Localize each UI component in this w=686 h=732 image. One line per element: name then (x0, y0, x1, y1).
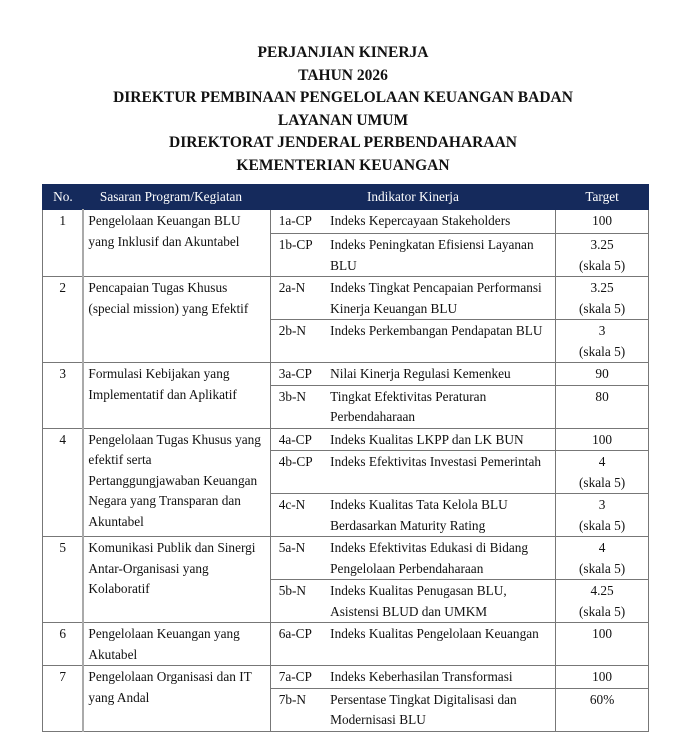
indicator-name: Persentase Tingkat Digitalisasi dan Modernisasi BLU (330, 688, 556, 731)
performance-table (42, 184, 649, 732)
target-value: 80 (595, 388, 609, 404)
title-line: DIREKTORAT JENDERAL PERBENDAHARAAN (169, 134, 517, 152)
target-cell (556, 688, 649, 731)
table-row (43, 277, 649, 320)
table-row (43, 363, 649, 386)
indicator-name: Indeks Efektivitas Investasi Pemerintah (330, 451, 556, 494)
target-scale: (skala 5) (579, 560, 626, 576)
target-value: 90 (595, 366, 609, 381)
header-indikator: Indikator Kinerja (270, 185, 555, 210)
sasaran-text: Pengelolaan Tugas Khusus yang efektif serta Pertanggungjawaban Keuangan Negara yang Transparan dan Akuntabel (83, 428, 270, 537)
table-header (43, 185, 649, 210)
target-cell (556, 494, 649, 537)
header-no: No. (43, 185, 84, 210)
row-number: 5 (43, 537, 84, 623)
indicator-name: Indeks Kualitas Pengelolaan Keuangan (330, 623, 556, 666)
indicator-code: 7b-N (270, 688, 330, 731)
indicator-name: Indeks Kualitas Tata Kelola BLU Berdasarkan Maturity Rating (330, 494, 556, 537)
target-cell (556, 428, 649, 451)
indicator-code: 4a-CP (270, 428, 330, 451)
indicator-name: Indeks Perkembangan Pendapatan BLU (330, 320, 556, 363)
target-value: 3.25 (590, 237, 614, 252)
row-number: 6 (43, 623, 84, 666)
header-target: Target (556, 185, 649, 210)
target-cell (556, 385, 649, 428)
indicator-name: Indeks Kualitas Penugasan BLU, Asistensi BLUD dan UMKM (330, 580, 556, 623)
indicator-code: 1b-CP (270, 234, 330, 277)
indicator-code: 7a-CP (270, 666, 330, 689)
target-value: 100 (592, 431, 613, 447)
target-cell (556, 666, 649, 689)
table-row (43, 428, 649, 451)
indicator-name: Nilai Kinerja Regulasi Kemenkeu (330, 363, 556, 386)
row-number: 1 (43, 210, 84, 277)
table-row (43, 537, 649, 580)
target-scale: (skala 5) (579, 300, 626, 316)
target-value: 4.25 (590, 583, 614, 598)
target-value: 4 (598, 540, 606, 555)
header-sasaran: Sasaran Program/Kegiatan (83, 185, 270, 210)
target-scale: (skala 5) (579, 343, 626, 359)
title-line: TAHUN 2026 (298, 66, 388, 84)
indicator-name: Indeks Kepercayaan Stakeholders (330, 210, 556, 234)
indicator-code: 1a-CP (270, 210, 330, 234)
sasaran-text: Pengelolaan Keuangan BLU yang Inklusif dan Akuntabel (83, 210, 270, 277)
target-scale: (skala 5) (579, 517, 626, 533)
indicator-code: 4c-N (270, 494, 330, 537)
title-line: DIREKTUR PEMBINAAN PENGELOLAAN KEUANGAN BADAN (113, 89, 573, 107)
indicator-code: 2a-N (270, 277, 330, 320)
indicator-code: 3b-N (270, 385, 330, 428)
indicator-name: Indeks Keberhasilan Transformasi (330, 666, 556, 689)
target-cell (556, 580, 649, 623)
sasaran-text: Pengelolaan Organisasi dan IT yang Andal (83, 666, 270, 732)
indicator-name: Indeks Peningkatan Efisiensi Layanan BLU (330, 234, 556, 277)
indicator-name: Tingkat Efektivitas Peraturan Perbendaharaan (330, 385, 556, 428)
target-value: 100 (592, 626, 613, 641)
row-number: 2 (43, 277, 84, 363)
indicator-code: 3a-CP (270, 363, 330, 386)
table-row (43, 210, 649, 234)
target-cell (556, 623, 649, 666)
sasaran-text: Komunikasi Publik dan Sinergi Antar-Organisasi yang Kolaboratif (83, 537, 270, 623)
title-line: PERJANJIAN KINERJA (257, 44, 429, 61)
indicator-code: 5b-N (270, 580, 330, 623)
target-cell (556, 363, 649, 386)
indicator-code: 4b-CP (270, 451, 330, 494)
document-title (0, 42, 686, 178)
indicator-code: 5a-N (270, 537, 330, 580)
table-row (43, 623, 649, 666)
sasaran-text: Formulasi Kebijakan yang Implementatif dan Aplikatif (83, 363, 270, 429)
target-value: 3 (598, 323, 606, 338)
sasaran-text: Pencapaian Tugas Khusus (special mission) yang Efektif (83, 277, 270, 363)
target-cell (556, 210, 649, 234)
sasaran-text: Pengelolaan Keuangan yang Akutabel (83, 623, 270, 666)
target-scale: (skala 5) (579, 257, 626, 273)
target-value: 100 (592, 669, 613, 684)
target-scale: (skala 5) (579, 603, 626, 619)
target-value: 3 (598, 497, 606, 512)
indicator-name: Indeks Kualitas LKPP dan LK BUN (330, 428, 556, 451)
title-line: LAYANAN UMUM (277, 111, 409, 129)
table-row (43, 666, 649, 689)
indicator-name: Indeks Tingkat Pencapaian Performansi Kinerja Keuangan BLU (330, 277, 556, 320)
target-cell (556, 320, 649, 363)
target-cell (556, 234, 649, 277)
title-line: KEMENTERIAN KEUANGAN (236, 156, 450, 174)
indicator-code: 6a-CP (270, 623, 330, 666)
row-number: 3 (43, 363, 84, 429)
target-value: 4 (598, 454, 606, 469)
indicator-code: 2b-N (270, 320, 330, 363)
target-cell (556, 277, 649, 320)
row-number: 7 (43, 666, 84, 732)
row-number: 4 (43, 428, 84, 537)
target-value: 3.25 (590, 280, 614, 295)
target-cell (556, 537, 649, 580)
target-cell (556, 451, 649, 494)
indicator-name: Indeks Efektivitas Edukasi di Bidang Pengelolaan Perbendaharaan (330, 537, 556, 580)
target-value: 60% (589, 691, 615, 707)
target-value: 100 (592, 213, 613, 228)
target-scale: (skala 5) (579, 474, 626, 490)
